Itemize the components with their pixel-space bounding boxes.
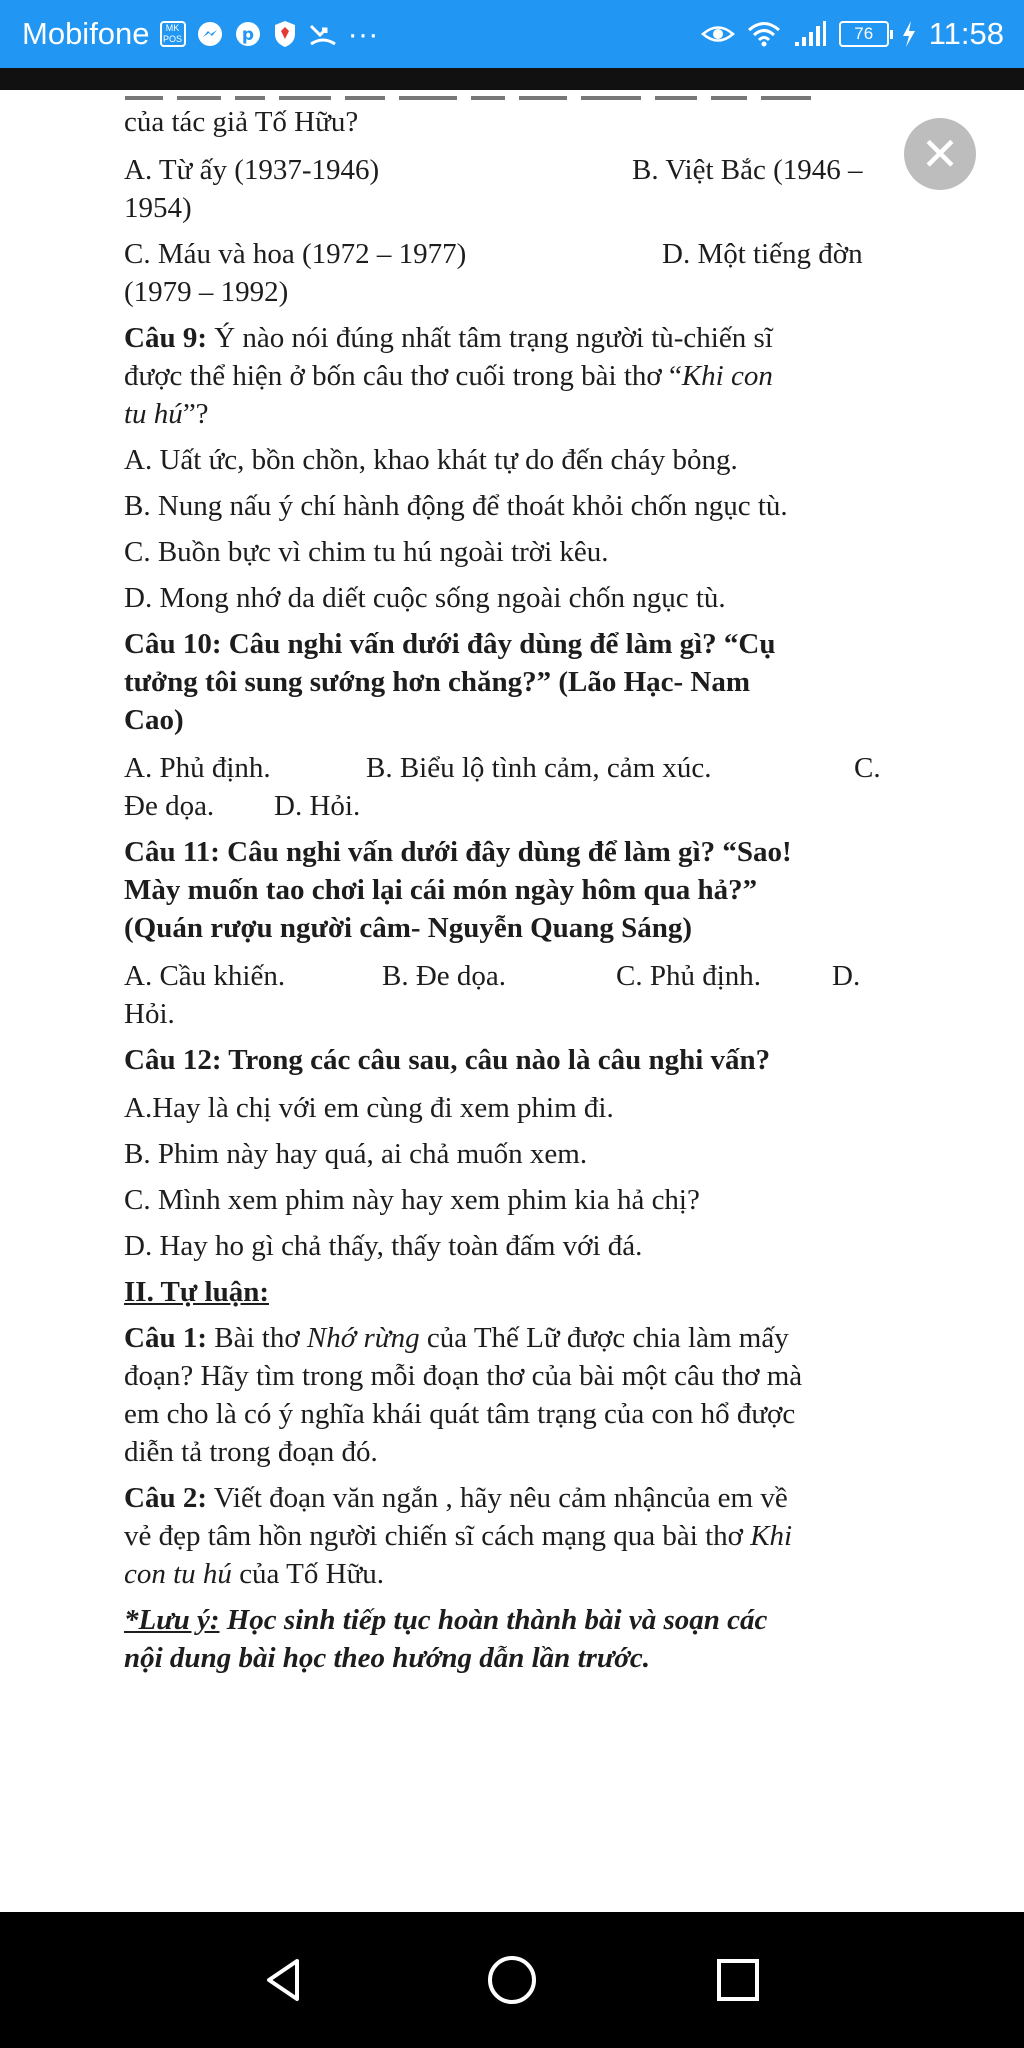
missed-call-icon — [308, 20, 338, 48]
question-11: Câu 11: Câu nghi vấn dưới đây dùng để làm gì? “Sao! — [124, 836, 792, 868]
line-text: được thể hiện ở bốn câu thơ cuối trong bài thơ “ — [124, 360, 682, 392]
answer-option: A. Từ ấy (1937-1946) — [124, 154, 380, 186]
line-text: Bài thơ — [206, 1322, 307, 1354]
signal-icon — [793, 20, 827, 48]
answer-option: C. Buồn bực vì chim tu hú ngoài trời kêu. — [124, 536, 609, 568]
battery-icon: 76 — [839, 21, 889, 47]
answer-option: D. Mong nhớ da diết cuộc sống ngoài chốn ngục tù. — [124, 582, 726, 614]
answer-option: C. Mình xem phim này hay xem phim kia hả chị? — [124, 1184, 700, 1216]
answer-option: A.Hay là chị với em cùng đi xem phim đi. — [124, 1092, 614, 1124]
question-label: Câu 2: — [124, 1482, 207, 1514]
answer-option: A. Uất ức, bồn chồn, khao khát tự do đến cháy bỏng. — [124, 444, 738, 476]
question-12: Câu 12: Trong các câu sau, câu nào là câu nghi vấn? — [124, 1044, 771, 1076]
section-heading: II. Tự luận: — [124, 1276, 270, 1308]
answer-option: D. Một tiếng đờn — [662, 238, 863, 270]
doc-line — [124, 398, 209, 431]
doc-line: (Quán rượu người câm- Nguyễn Quang Sáng) — [124, 912, 693, 944]
doc-line — [124, 1558, 384, 1591]
answer-option: D. — [832, 960, 861, 992]
question-label: Câu 9: — [124, 322, 207, 354]
clock-time: 11:58 — [928, 16, 1004, 51]
recents-button[interactable] — [708, 1950, 768, 2010]
charging-icon — [901, 20, 917, 48]
carrier-name: Mobifone — [22, 16, 150, 51]
answer-option: C. Phủ định. — [616, 960, 762, 992]
doc-line: Đe dọa. — [124, 790, 215, 822]
doc-line: của tác giả Tố Hữu? — [124, 106, 359, 138]
question-label: Câu 1: — [124, 1322, 207, 1354]
doc-line: đoạn? Hãy tìm trong mỗi đoạn thơ của bài một câu thơ mà — [124, 1360, 803, 1392]
poem-title: tu hú — [124, 398, 183, 430]
doc-line — [124, 1520, 792, 1553]
line-text: Viết đoạn văn ngắn , hãy nêu cảm nhậncủa em về — [206, 1482, 788, 1514]
app-top-bar — [0, 68, 1024, 90]
close-button[interactable] — [904, 118, 976, 190]
doc-line: tưởng tôi sung sướng hơn chăng?” (Lão Hạc- Nam — [124, 666, 751, 698]
answer-option: B. Phim này hay quá, ai chả muốn xem. — [124, 1138, 588, 1170]
poem-title: Khi con — [681, 360, 773, 392]
answer-option: B. Nung nấu ý chí hành động để thoát khỏi chốn ngục tù. — [124, 490, 788, 522]
navigation-bar — [0, 1912, 1024, 2048]
doc-line: (1979 – 1992) — [124, 276, 289, 308]
wifi-icon — [747, 20, 781, 48]
question-text: Ý nào nói đúng nhất tâm trạng người tù-chiến sĩ — [206, 322, 773, 354]
answer-option: C. Máu và hoa (1972 – 1977) — [124, 238, 467, 270]
line-text: ”? — [182, 398, 209, 430]
line-text: vẻ đẹp tâm hồn người chiến sĩ cách mạng qua bài thơ — [124, 1520, 751, 1552]
document-page[interactable] — [0, 90, 1024, 1912]
cropped-text-line — [125, 96, 885, 104]
back-button[interactable] — [254, 1950, 314, 2010]
question-9 — [124, 322, 773, 355]
doc-line: nội dung bài học theo hướng dẫn lần trước. — [124, 1642, 650, 1674]
answer-option: B. Đe dọa. — [382, 960, 507, 992]
essay-question-1 — [124, 1322, 789, 1355]
doc-line: Hỏi. — [124, 998, 175, 1030]
poem-title: con tu hú — [124, 1558, 232, 1590]
doc-line: diễn tả trong đoạn đó. — [124, 1436, 378, 1468]
note-line — [124, 1604, 767, 1637]
svg-text:p: p — [241, 25, 254, 45]
question-10: Câu 10: Câu nghi vấn dưới đây dùng để làm gì? “Cụ — [124, 628, 776, 660]
recents-icon — [713, 1955, 763, 2005]
doc-line: em cho là có ý nghĩa khái quát tâm trạng của con hổ được — [124, 1398, 796, 1430]
answer-option: A. Cầu khiến. — [124, 960, 286, 992]
note-label: *Lưu ý: — [124, 1604, 220, 1636]
notification-badge-icon: MK POS — [160, 21, 186, 47]
doc-line: Mày muốn tao chơi lại cái món ngày hôm qua hả?” — [124, 874, 758, 906]
more-notifications-icon: ··· — [347, 16, 379, 51]
answer-option: B. Biểu lộ tình cảm, cảm xúc. — [366, 752, 712, 784]
answer-option: A. Phủ định. — [124, 752, 271, 784]
home-icon — [485, 1953, 539, 2007]
answer-option: D. Hỏi. — [274, 790, 361, 822]
status-bar — [0, 0, 1024, 68]
close-icon: ✕ — [920, 127, 960, 181]
pinterest-icon — [234, 20, 262, 48]
doc-line: 1954) — [124, 192, 192, 224]
doc-line: Cao) — [124, 704, 184, 736]
messenger-icon — [196, 20, 224, 48]
answer-option: D. Hay ho gì chả thấy, thấy toàn đấm với đá. — [124, 1230, 643, 1262]
eye-icon — [701, 21, 735, 47]
line-text: của Thế Lữ được chia làm mấy — [419, 1322, 789, 1354]
answer-option: C. — [854, 752, 881, 784]
essay-question-2 — [124, 1482, 788, 1515]
doc-line — [124, 360, 773, 393]
poem-title: Nhớ rừng — [306, 1322, 420, 1354]
line-text: Học sinh tiếp tục hoàn thành bài và soạn các — [219, 1604, 768, 1636]
shield-icon — [272, 19, 298, 49]
answer-option: B. Việt Bắc (1946 – — [632, 154, 863, 186]
line-text: của Tố Hữu. — [231, 1558, 385, 1590]
back-icon — [259, 1955, 309, 2005]
home-button[interactable] — [482, 1950, 542, 2010]
poem-title: Khi — [750, 1520, 793, 1552]
